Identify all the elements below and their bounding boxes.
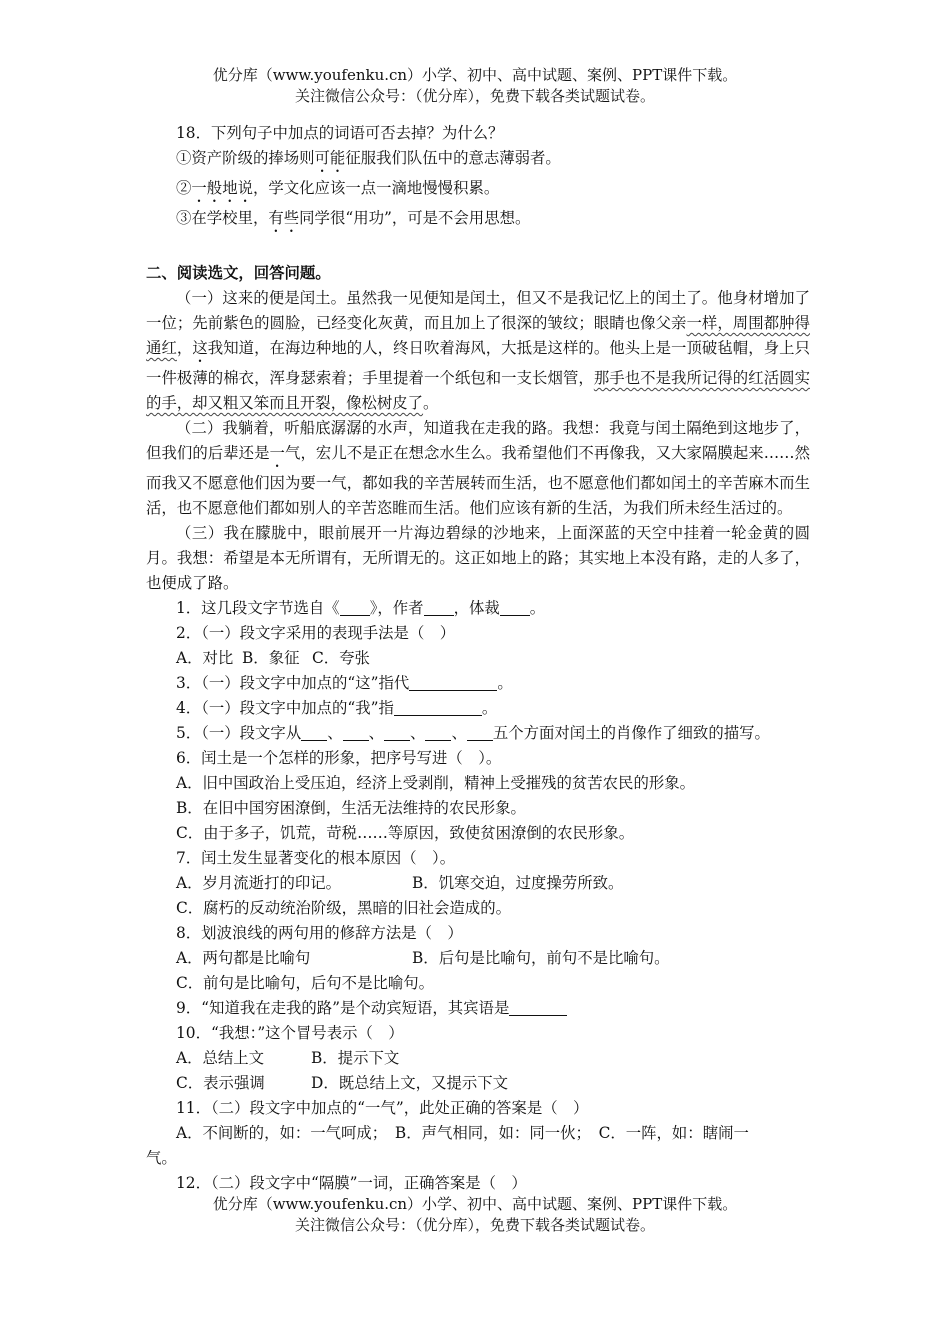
answer-blank[interactable] xyxy=(425,724,451,741)
text: 1．这几段文字节选自《 xyxy=(176,599,340,617)
wavy-sentence-1: 一样，周围都肿得通红 xyxy=(146,314,810,357)
question-2-options xyxy=(146,646,810,671)
question-11-options-cont: 气。 xyxy=(146,1149,177,1167)
dotted-word: 有些 xyxy=(268,209,300,227)
option-a: A．两句都是比喻句 xyxy=(176,949,311,967)
answer-blank[interactable] xyxy=(409,674,497,691)
question-5 xyxy=(146,721,810,746)
text: 、 xyxy=(451,724,467,742)
text: 。 xyxy=(529,599,546,617)
text: ， xyxy=(176,339,193,357)
question-8: 8．划波浪线的两句用的修辞方法是（ ） xyxy=(176,924,463,942)
page-footer xyxy=(0,1194,950,1236)
page-header-top xyxy=(0,65,950,107)
dotted-word: 一 xyxy=(269,444,285,462)
dotted-word: 这 xyxy=(192,339,208,357)
footer-line-2: 关注微信公众号：（优分库），免费下载各类试题试卷。 xyxy=(294,1216,655,1234)
dotted-word: 可能 xyxy=(314,149,346,167)
question-6-option-c: C．由于多子，饥荒，苛税……等原因，致使贫困潦倒的农民形象。 xyxy=(176,824,635,842)
q18-sentence-3 xyxy=(146,206,810,236)
text: ①资产阶级的捧场则 xyxy=(176,149,315,167)
question-7-option-c: C．腐朽的反动统治阶级，黑暗的旧社会造成的。 xyxy=(176,899,511,917)
question-10-options-ab xyxy=(146,1046,810,1071)
question-3 xyxy=(146,671,810,696)
passage-paragraph-3: （三）我在朦胧中，眼前展开一片海边碧绿的沙地来，上面深蓝的天空中挂着一轮金黄的圆月。我想：希望是本无所谓有，无所谓无的。这正如地上的路；其实地上本没有路，走的人多了，也便成了路。 xyxy=(146,524,810,592)
answer-blank[interactable] xyxy=(340,599,370,616)
footer-line-1: 优分库（www.youfenku.cn）小学、初中、高中试题、案例、PPT课件下载。 xyxy=(212,1195,738,1213)
answer-blank[interactable] xyxy=(301,724,327,741)
option-d: D．既总结上文，又提示下文 xyxy=(311,1074,509,1092)
text: 。 xyxy=(497,674,513,692)
dotted-word: 一般地说 xyxy=(191,179,253,197)
option-a: A．岁月流逝打的印记。 xyxy=(176,874,342,892)
passage-paragraph-2 xyxy=(146,416,810,521)
answer-blank[interactable] xyxy=(509,999,567,1016)
text: 4．（一）段文字中加点的“我”指 xyxy=(176,699,394,717)
text: 同学很“用功”，可是不会用思想。 xyxy=(299,209,531,227)
text: 征服我们队伍中的意志薄弱者。 xyxy=(345,149,561,167)
question-11: 11．（二）段文字中加点的“一气”，此处正确的答案是（ ） xyxy=(176,1099,589,1117)
question-6-option-b: B．在旧中国穷困潦倒，生活无法维持的农民形象。 xyxy=(176,799,526,817)
text: 》，作者 xyxy=(369,599,424,617)
header-line-1: 优分库（www.youfenku.cn）小学、初中、高中试题、案例、PPT课件下载。 xyxy=(212,66,738,84)
question-2: 2．（一）段文字采用的表现手法是（ ） xyxy=(176,624,456,642)
answer-blank[interactable] xyxy=(343,724,369,741)
option-b: B．象征 xyxy=(242,649,300,667)
text: （二）我躺着，听船底潺潺的水声，知道我在走我的路。我想：我竟与闰土隔绝到这地步了，但我们的后辈还是 xyxy=(146,419,810,462)
option-b: B．提示下文 xyxy=(311,1049,400,1067)
question-6: 6．闰土是一个怎样的形象，把序号写进（ ）。 xyxy=(176,749,502,767)
passage-paragraph-1 xyxy=(146,286,810,416)
question-4 xyxy=(146,696,810,721)
question-11-options: A．不间断的，如：一气呵成； B．声气相同，如：同一伙； C．一阵，如：瞎闹一 xyxy=(176,1124,749,1142)
text: ，学文化应该一点一滴地慢慢积累。 xyxy=(252,179,500,197)
answer-blank[interactable] xyxy=(424,599,454,616)
q18-sentence-2 xyxy=(146,176,810,206)
text: 3．（一）段文字中加点的“这”指代 xyxy=(176,674,410,692)
option-c: C．表示强调 xyxy=(176,1074,265,1092)
text: （一）这来的便是闰土。虽然我一见便知是闰土，但又不是我记忆上的闰土了。他身材增加了一位；先前紫色的圆脸，已经变化灰黄，而且加上了很深的皱纹；眼睛也像父亲 xyxy=(146,289,810,332)
text: 五个方面对闰土的肖像作了细致的描写。 xyxy=(492,724,770,742)
option-b: B．饥寒交迫，过度操劳所致。 xyxy=(412,874,624,892)
question-7: 7．闰土发生显著变化的根本原因（ ）。 xyxy=(176,849,456,867)
text: 、 xyxy=(327,724,343,742)
header-line-2: 关注微信公众号：（优分库），免费下载各类试题试卷。 xyxy=(294,87,655,105)
question-8-option-c: C．前句是比喻句，后句不是比喻句。 xyxy=(176,974,435,992)
text: 、 xyxy=(368,724,385,742)
section-2-title: 二、阅读选文，回答问题。 xyxy=(146,264,331,282)
wavy-sentence-2: 那手也不是我所记得的红活圆实的手，却又粗又笨而且开裂，像松树皮了 xyxy=(146,369,810,412)
question-7-options-ab xyxy=(146,871,810,896)
option-a: A．对比 xyxy=(176,649,234,667)
question-12: 12．（二）段文字中“隔膜”一词，正确答案是（ ） xyxy=(176,1174,527,1192)
text: 9．“知道我在走我的路”是个动宾短语，其宾语是 xyxy=(176,999,510,1017)
text: ③在学校里， xyxy=(176,209,269,227)
text: 气，宏儿不是正在想念水生么。我希望他们不再像我，又大家隔膜起来……然而我又不愿意他们因为要一气，都如我的辛苦展转而生活，也不愿意他们都如闰土的辛苦麻木而生活，也不愿意他们都如别人的辛苦恣睢而生活。他们应该有新的生活，为我们所未经生活过的。 xyxy=(146,444,810,517)
text: ② xyxy=(176,179,192,197)
question-10: 10．“我想：”这个冒号表示（ ） xyxy=(176,1024,404,1042)
document-body xyxy=(146,121,810,1196)
answer-blank[interactable] xyxy=(500,599,530,616)
option-a: A．总结上文 xyxy=(176,1049,265,1067)
option-c: C．夸张 xyxy=(312,649,370,667)
question-9 xyxy=(146,996,810,1021)
option-b: B．后句是比喻句，前句不是比喻句。 xyxy=(412,949,670,967)
text: 5．（一）段文字从 xyxy=(176,724,302,742)
question-10-options-cd xyxy=(146,1071,810,1096)
q18-sentence-1 xyxy=(146,146,810,176)
question-1 xyxy=(146,596,810,621)
text: 。 xyxy=(423,394,439,412)
text: 。 xyxy=(481,699,498,717)
text: 、 xyxy=(410,724,426,742)
question-8-options-ab xyxy=(146,946,810,971)
question-6-option-a: A．旧中国政治上受压迫，经济上受剥削，精神上受摧残的贫苦农民的形象。 xyxy=(176,774,696,792)
text: 我知道，在海边种地的人，终日吹着海风，大抵是这样的。他头上是一顶破毡帽，身上只一件极薄的棉衣，浑身瑟索着；手里提着一个纸包和一支长烟管， xyxy=(146,339,810,387)
answer-blank[interactable] xyxy=(394,699,482,716)
q18-stem: 18．下列句子中加点的词语可否去掉？为什么？ xyxy=(176,124,504,142)
text: ，体裁 xyxy=(453,599,500,617)
answer-blank[interactable] xyxy=(467,724,493,741)
answer-blank[interactable] xyxy=(384,724,410,741)
